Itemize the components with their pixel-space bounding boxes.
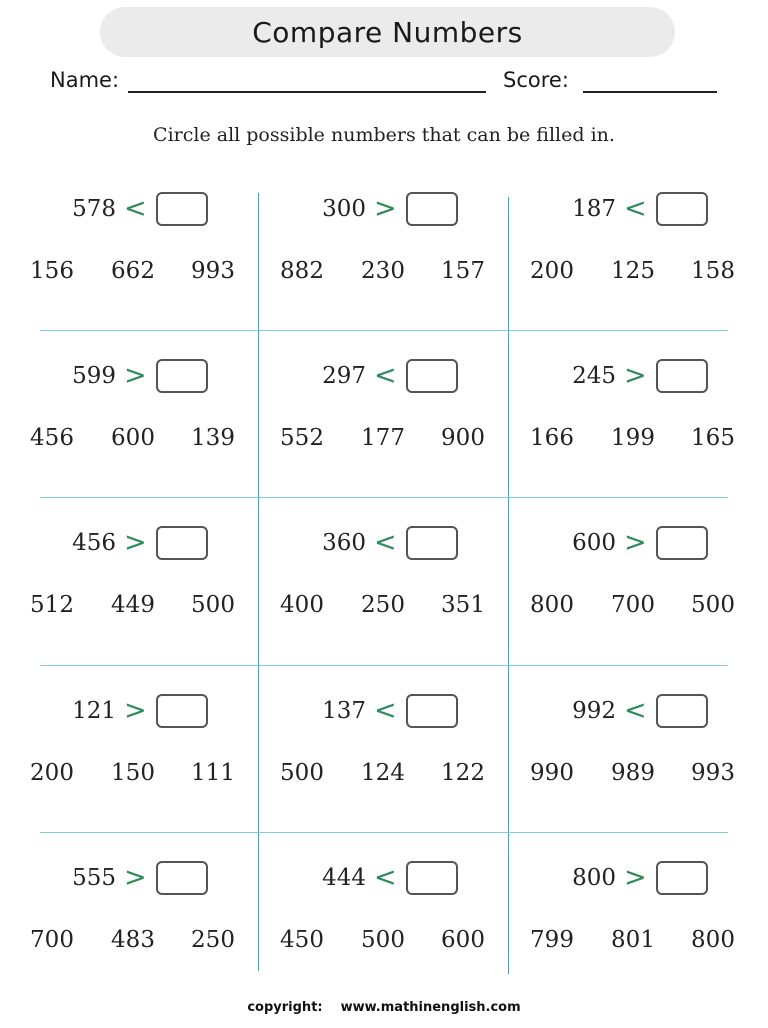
given-number: 456 [72,530,116,556]
answer-box[interactable] [656,359,708,393]
copyright-label: copyright: [247,1000,323,1015]
answer-option[interactable]: 166 [530,425,574,451]
comparison-row [8,861,258,901]
answer-option[interactable]: 449 [111,592,155,618]
answer-option[interactable]: 250 [361,592,405,618]
answer-option[interactable]: 156 [30,258,74,284]
comparison-row [508,526,758,566]
comparison-sign: > [124,695,147,726]
comparison-row [508,694,758,734]
website-link[interactable]: www.mathinenglish.com [340,1000,521,1015]
comparison-sign: < [374,862,397,893]
comparison-row [8,526,258,566]
comparison-row [8,192,258,232]
answer-option[interactable]: 700 [611,592,655,618]
problem-cell [258,192,508,359]
given-number: 555 [72,865,116,891]
answer-option[interactable]: 800 [530,592,574,618]
answer-option[interactable]: 139 [191,425,235,451]
answer-option[interactable]: 456 [30,425,74,451]
answer-box[interactable] [656,526,708,560]
answer-option[interactable]: 800 [691,927,735,953]
problem-cell [508,526,758,693]
answer-option[interactable]: 200 [30,760,74,786]
answer-box[interactable] [406,192,458,226]
comparison-sign: < [374,360,397,391]
comparison-sign: > [374,193,397,224]
answer-option[interactable]: 150 [111,760,155,786]
problem-cell [508,359,758,526]
answer-option[interactable]: 500 [280,760,324,786]
comparison-row [258,526,508,566]
problem-cell [258,526,508,693]
answer-box[interactable] [156,694,208,728]
comparison-row [508,192,758,232]
answer-option[interactable]: 900 [441,425,485,451]
given-number: 137 [322,698,366,724]
problem-cell [258,359,508,526]
answer-option[interactable]: 200 [530,258,574,284]
answer-option[interactable]: 993 [191,258,235,284]
answer-box[interactable] [656,694,708,728]
answer-option[interactable]: 111 [191,760,235,786]
answer-option[interactable]: 600 [111,425,155,451]
answer-option[interactable]: 500 [361,927,405,953]
answer-option[interactable]: 993 [691,760,735,786]
given-number: 600 [572,530,616,556]
answer-option[interactable]: 500 [691,592,735,618]
answer-option[interactable]: 989 [611,760,655,786]
comparison-row [258,861,508,901]
answer-option[interactable]: 882 [280,258,324,284]
instruction-text: Circle all possible numbers that can be filled in. [153,124,615,146]
answer-option[interactable]: 500 [191,592,235,618]
comparison-sign: < [374,527,397,558]
answer-box[interactable] [406,359,458,393]
comparison-row [258,192,508,232]
comparison-row [8,694,258,734]
comparison-sign: < [624,695,647,726]
title-banner [100,7,675,57]
answer-option[interactable]: 799 [530,927,574,953]
answer-option[interactable]: 990 [530,760,574,786]
comparison-sign: > [624,527,647,558]
comparison-sign: > [124,360,147,391]
given-number: 121 [72,698,116,724]
given-number: 297 [322,363,366,389]
score-field[interactable] [583,91,717,93]
comparison-row [258,694,508,734]
comparison-sign: < [124,193,147,224]
answer-option[interactable]: 483 [111,927,155,953]
footer [0,1000,768,1015]
answer-box[interactable] [156,192,208,226]
comparison-sign: > [124,862,147,893]
given-number: 599 [72,363,116,389]
problem-cell [8,359,258,526]
answer-option[interactable]: 700 [30,927,74,953]
answer-box[interactable] [156,359,208,393]
name-field[interactable] [128,91,486,93]
name-label: Name: [50,68,120,92]
answer-box[interactable] [406,526,458,560]
answer-option[interactable]: 801 [611,927,655,953]
page-title: Compare Numbers [252,15,523,49]
given-number: 992 [572,698,616,724]
comparison-sign: < [374,695,397,726]
given-number: 187 [572,196,616,222]
comparison-sign: > [624,862,647,893]
answer-option[interactable]: 199 [611,425,655,451]
comparison-sign: > [124,527,147,558]
problem-cell [258,694,508,861]
comparison-row [258,359,508,399]
answer-box[interactable] [406,694,458,728]
comparison-sign: < [624,193,647,224]
answer-option[interactable]: 552 [280,425,324,451]
score-label: Score: [503,68,569,92]
given-number: 578 [72,196,116,222]
given-number: 800 [572,865,616,891]
answer-option[interactable]: 125 [611,258,655,284]
problem-cell [508,694,758,861]
comparison-row [508,359,758,399]
answer-option[interactable]: 351 [441,592,485,618]
answer-option[interactable]: 157 [441,258,485,284]
problem-cell [8,192,258,359]
problem-cell [8,526,258,693]
answer-option[interactable]: 662 [111,258,155,284]
answer-option[interactable]: 177 [361,425,405,451]
given-number: 300 [322,196,366,222]
answer-box[interactable] [656,192,708,226]
answer-box[interactable] [156,526,208,560]
given-number: 360 [322,530,366,556]
student-fields [0,66,768,100]
answer-option[interactable]: 600 [441,927,485,953]
answer-option[interactable]: 512 [30,592,74,618]
answer-option[interactable]: 124 [361,760,405,786]
answer-option[interactable]: 450 [280,927,324,953]
problem-cell [508,192,758,359]
comparison-row [8,359,258,399]
answer-option[interactable]: 158 [691,258,735,284]
comparison-sign: > [624,360,647,391]
answer-box[interactable] [156,861,208,895]
given-number: 444 [322,865,366,891]
answer-box[interactable] [406,861,458,895]
answer-option[interactable]: 230 [361,258,405,284]
answer-option[interactable]: 400 [280,592,324,618]
answer-option[interactable]: 165 [691,425,735,451]
answer-box[interactable] [656,861,708,895]
answer-option[interactable]: 250 [191,927,235,953]
answer-option[interactable]: 122 [441,760,485,786]
given-number: 245 [572,363,616,389]
comparison-row [508,861,758,901]
problem-cell [8,694,258,861]
